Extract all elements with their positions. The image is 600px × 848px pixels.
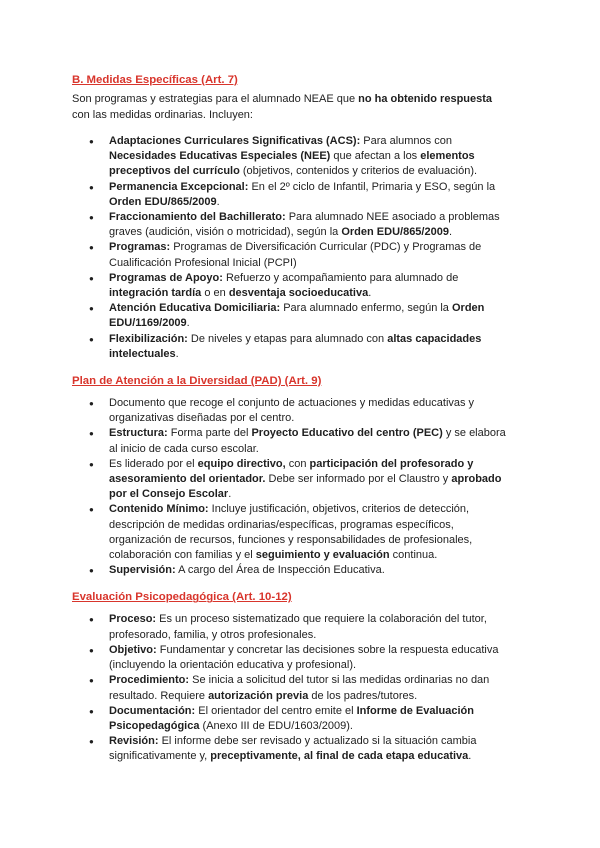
text: De niveles y etapas para alumnado con	[187, 332, 388, 345]
text: A cargo del Área de Inspección Educativa.	[175, 564, 385, 577]
text: .	[448, 226, 453, 239]
list-item	[72, 563, 512, 578]
bullet-list	[72, 134, 512, 362]
bullet-list	[72, 612, 512, 764]
text: .	[186, 317, 190, 330]
list-item	[72, 210, 512, 240]
list-item	[72, 426, 512, 456]
text: (Anexo III de EDU/1603/2009).	[199, 719, 353, 732]
text: Se inicia a solicitud del tutor si las medidas ordinarias no dan resultado. Requiere	[109, 674, 490, 702]
section-plan-atencion-diversidad	[72, 373, 512, 578]
section-title: B. Medidas Específicas (Art. 7)	[72, 74, 238, 86]
bold-text: altas capacidades intelectuales	[109, 332, 482, 360]
text: Documento que recoge el conjunto de actuaciones y medidas educativas y organizativas diseñadas por el centro.	[109, 397, 475, 425]
text: Programas de Diversificación Curricular (PDC) y Programas de Cualificación Profesional Inicial (PCPI)	[109, 241, 482, 269]
text: .	[468, 750, 472, 763]
bold-text: Proyecto Educativo del centro (PEC)	[251, 427, 443, 440]
list-item	[72, 332, 512, 362]
bold-text: Revisión:	[109, 735, 159, 748]
bold-text: Supervisión:	[109, 564, 176, 577]
text: (objetivos, contenidos y criterios de evaluación).	[239, 165, 478, 178]
bold-text: Programas:	[109, 241, 171, 254]
bold-text: Informe de Evaluación Psicopedagógica	[109, 704, 474, 732]
text: Para alumnado NEE asociado a problemas graves (audición, visión o motricidad), según la	[109, 211, 500, 239]
text: Para alumnado enfermo, según la	[280, 302, 452, 315]
list-item	[72, 673, 512, 703]
text: y se elabora al inicio de cada curso escolar.	[109, 427, 506, 455]
bold-text: desventaja socioeducativa	[228, 287, 369, 300]
section-title: Evaluación Psicopedagógica (Art. 10-12)	[72, 591, 292, 604]
text: En el 2º ciclo de Infantil, Primaria y ESO, según la	[248, 180, 496, 193]
list-item	[72, 643, 512, 673]
text: .	[368, 287, 372, 300]
text: continua.	[389, 549, 438, 562]
bold-text: Programas de Apoyo:	[109, 271, 223, 284]
list-item	[72, 301, 512, 331]
bold-text: Permanencia Excepcional:	[109, 180, 249, 193]
section-title: Plan de Atención a la Diversidad (PAD) (Art. 9)	[72, 375, 322, 388]
text: o en	[201, 287, 229, 300]
list-item	[72, 612, 512, 642]
text: .	[228, 488, 232, 501]
bold-text: Contenido Mínimo:	[109, 503, 209, 516]
text: Son programas y estrategias para el alumnado NEAE que	[72, 93, 359, 105]
bold-text: Estructura:	[109, 427, 168, 440]
bold-text: elementos preceptivos del currículo	[109, 150, 475, 178]
text: Refuerzo y acompañamiento para alumnado de	[222, 271, 459, 284]
list-item	[72, 457, 512, 503]
bold-text: preceptivamente, al final de cada etapa educativa	[210, 750, 469, 763]
bold-text: Orden EDU/1169/2009	[109, 302, 485, 330]
bold-text: Atención Educativa Domiciliaria:	[109, 302, 281, 315]
text: Debe ser informado por el Claustro y	[265, 473, 452, 486]
bold-text: Documentación:	[109, 704, 196, 717]
text: de los padres/tutores.	[308, 689, 418, 702]
bold-text: Orden EDU/865/2009	[109, 195, 217, 208]
text: Es un proceso sistematizado que requiere la colaboración del tutor, profesorado, familia, y otros profesionales.	[109, 613, 487, 641]
bold-text: equipo directivo,	[197, 457, 286, 470]
bold-text: Proceso:	[109, 613, 157, 626]
text: con	[285, 457, 310, 470]
bold-text: no ha obtenido respuesta	[358, 93, 493, 105]
list-item	[72, 180, 512, 210]
text: que afectan a los	[330, 150, 421, 163]
bold-text: Orden EDU/865/2009	[341, 226, 449, 239]
text: El orientador del centro emite el	[195, 704, 357, 717]
text: Fundamentar y concretar las decisiones sobre la respuesta educativa (incluyendo la orientación educativa y profesional).	[109, 643, 499, 672]
bold-text: Procedimiento:	[109, 674, 190, 687]
list-item	[72, 134, 512, 180]
bullet-list	[72, 396, 512, 578]
section-medidas-especificas	[72, 72, 512, 362]
bold-text: aprobado por el Consejo Escolar	[109, 473, 502, 501]
bold-text: Fraccionamiento del Bachillerato:	[109, 211, 286, 224]
section-evaluacion-psicopedagogica	[72, 589, 512, 764]
bold-text: Adaptaciones Curriculares Significativas (ACS):	[109, 135, 361, 147]
bold-text: participación del profesorado y asesoramiento del orientador.	[109, 457, 474, 486]
text: .	[175, 347, 179, 360]
bold-text: seguimiento y evaluación	[255, 549, 390, 562]
text: Para alumnos con	[360, 135, 452, 147]
section-intro	[72, 91, 512, 123]
list-item	[72, 704, 512, 734]
text: con las medidas ordinarias. Incluyen:	[72, 109, 253, 121]
list-item	[72, 734, 512, 764]
text: .	[216, 195, 220, 208]
bold-text: Flexibilización:	[109, 332, 188, 345]
bold-text: autorización previa	[208, 689, 309, 702]
list-item	[72, 240, 512, 270]
list-item	[72, 271, 512, 301]
bold-text: Necesidades Educativas Especiales (NEE)	[109, 150, 331, 163]
list-item	[72, 502, 512, 563]
text: Incluye justificación, objetivos, criterios de detección, descripción de medidas ordinarias/específicas, programas específicos, organización de recursos, funciones y responsabilidades de profesionales, colaboración con familias y el	[109, 503, 473, 562]
bold-text: integración tardía	[109, 287, 202, 300]
text: El informe debe ser revisado y actualizado si la situación cambia significativamente y,	[109, 735, 477, 763]
text: Forma parte del	[167, 427, 252, 440]
list-item	[72, 396, 512, 426]
bold-text: Objetivo:	[109, 643, 157, 656]
text: Es liderado por el	[109, 457, 198, 470]
